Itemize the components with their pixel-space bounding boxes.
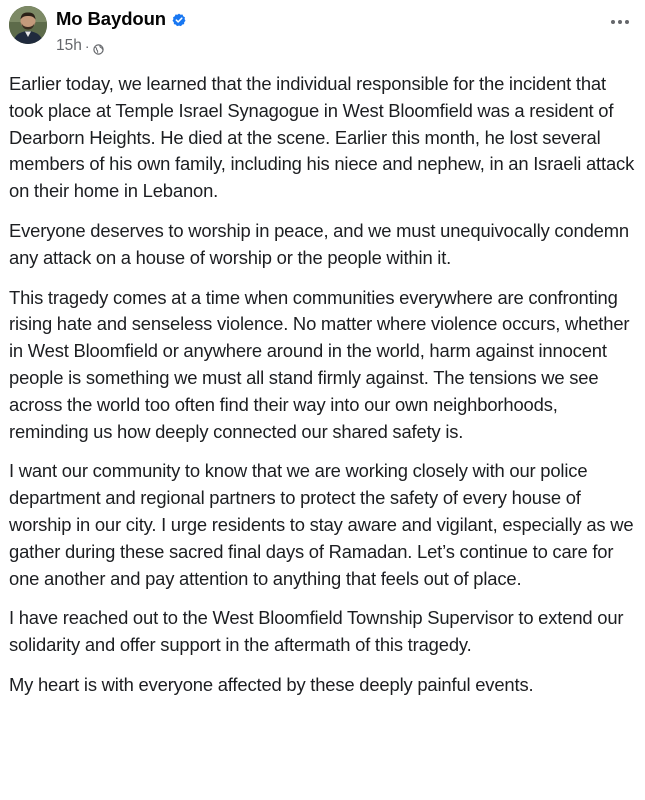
post-paragraph: Earlier today, we learned that the individual responsible for the incident that took place at Temple Israel Synagogue in West Bloomfield was a resident of Dearborn Heights. He died at the scene. Earlier this month, he lost several members of his own family, including his niece and nephew, in an Israeli attack on their home in Lebanon. (9, 73, 635, 202)
verified-badge-icon (172, 13, 186, 27)
more-options-icon (611, 20, 615, 24)
meta-separator: · (84, 38, 90, 54)
author-row (56, 8, 186, 30)
post-timestamp[interactable]: 15h (56, 37, 82, 54)
post-paragraph: I want our community to know that we are working closely with our police department and regional partners to protect the safety of every house of worship in our city. I urge residents to stay aware and vigilant, especially as we gather during these sacred final days of Ramadan. Let’s continue to care for one another and pay attention to anything that feels out of place. (9, 460, 634, 589)
avatar-image (9, 6, 47, 44)
post-paragraph: I have reached out to the West Bloomfield Township Supervisor to extend our solidarity and offer support in the aftermath of this tragedy. (9, 607, 624, 656)
more-options-icon (625, 20, 629, 24)
post-header (0, 0, 645, 66)
more-options-button[interactable] (611, 18, 629, 26)
post-paragraph: This tragedy comes at a time when communities everywhere are confronting rising hate and senseless violence. No matter where violence occurs, whether in West Bloomfield or anywhere around in the world, harm against innocent people is something we must all stand firmly against. The tensions we see across the world too often find their way into our own neighborhoods, reminding us how deeply connected our shared safety is. (9, 286, 630, 442)
post-paragraph: Everyone deserves to worship in peace, and we must unequivocally condemn any attack on a house of worship or the people within it. (9, 219, 629, 268)
author-name[interactable]: Mo Baydoun (56, 8, 166, 29)
post-body (9, 71, 639, 712)
more-options-icon (618, 20, 622, 24)
globe-icon[interactable] (93, 42, 104, 53)
post-paragraph: My heart is with everyone affected by these deeply painful events. (9, 673, 534, 695)
post-meta (56, 37, 104, 55)
avatar[interactable] (9, 6, 47, 44)
